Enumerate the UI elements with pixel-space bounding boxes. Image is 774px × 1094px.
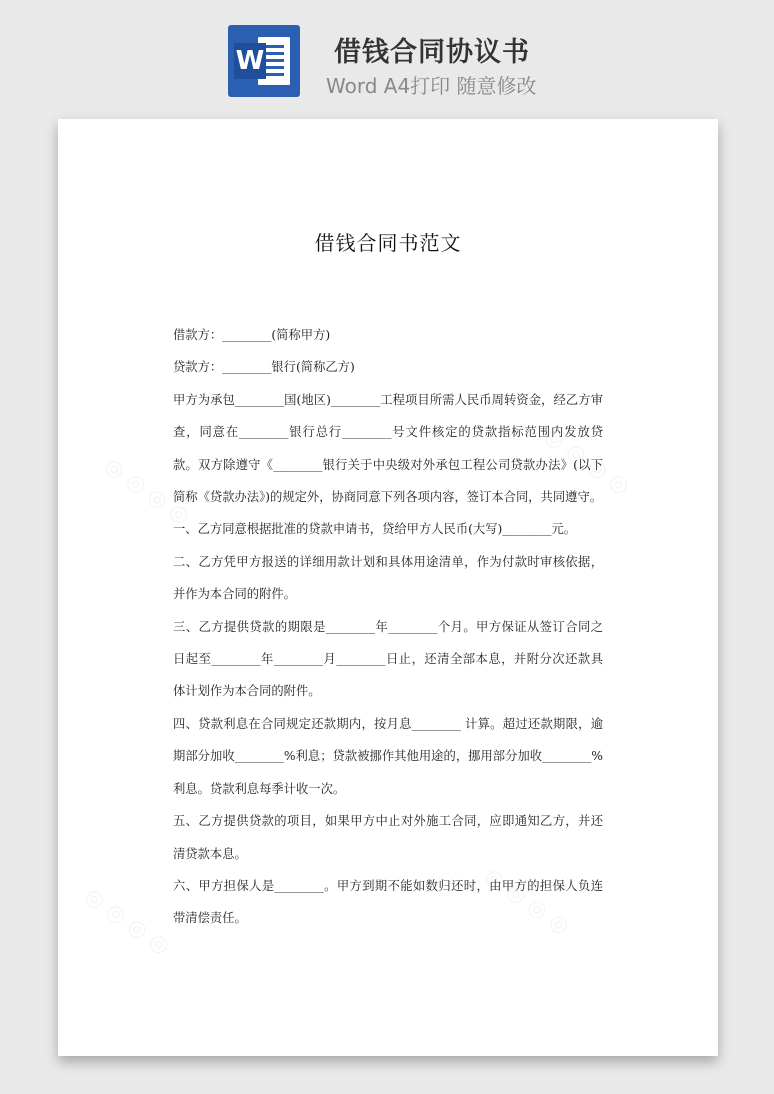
watermark: [80, 883, 174, 960]
clause-2: 二、乙方凭甲方报送的详细用款计划和具体用途清单，作为付款时审核依据，并作为本合同的附件。: [173, 554, 603, 602]
clause-4: 四、贷款利息在合同规定还款期内，按月息________ 计算。超过还款期限，逾期部分加收________%利息；贷款被挪作其他用途的，挪用部分加收________%利息。贷款利息每季计收一次。: [173, 716, 603, 796]
header-subtitle: Word A4打印 随意修改: [326, 74, 537, 98]
paragraph-preamble: 甲方为承包________国(地区)________工程项目所需人民币周转资金，经乙方审查，同意在________银行总行________号文件核定的贷款指标范围内发放贷款。双方除遵守《________银行关于中央级对外承包工程公司贷款办法》(以下简称《贷款办法》)的规定外，协商同意下列各项内容，签订本合同，共同遵守。: [173, 392, 603, 505]
document-title: 借钱合同书范文: [314, 231, 462, 255]
document-body: [173, 319, 603, 935]
word-document-icon: [228, 25, 300, 97]
header: [0, 0, 774, 110]
document-page: [58, 119, 718, 1056]
word-icon-letter: W: [234, 43, 266, 79]
paragraph-lender: 贷款方：________银行(简称乙方): [173, 360, 355, 375]
clause-6: 六、甲方担保人是________。甲方到期不能如数归还时，由甲方的担保人负连带清偿责任。: [173, 878, 603, 926]
header-title: 借钱合同协议书: [334, 37, 530, 68]
clause-1: 一、乙方同意根据批准的贷款申请书，贷给甲方人民币(大写)________元。: [173, 522, 577, 537]
paragraph-borrower: 借款方：________(简称甲方): [173, 328, 331, 342]
clause-5: 五、乙方提供贷款的项目，如果甲方中止对外施工合同，应即通知乙方，并还清贷款本息。: [173, 814, 603, 861]
clause-3: 三、乙方提供贷款的期限是________年________个月。甲方保证从签订合同之日起至________年________月________日止，还清全部本息，并附分次还款具体计划作为本合同的附件。: [173, 619, 603, 699]
